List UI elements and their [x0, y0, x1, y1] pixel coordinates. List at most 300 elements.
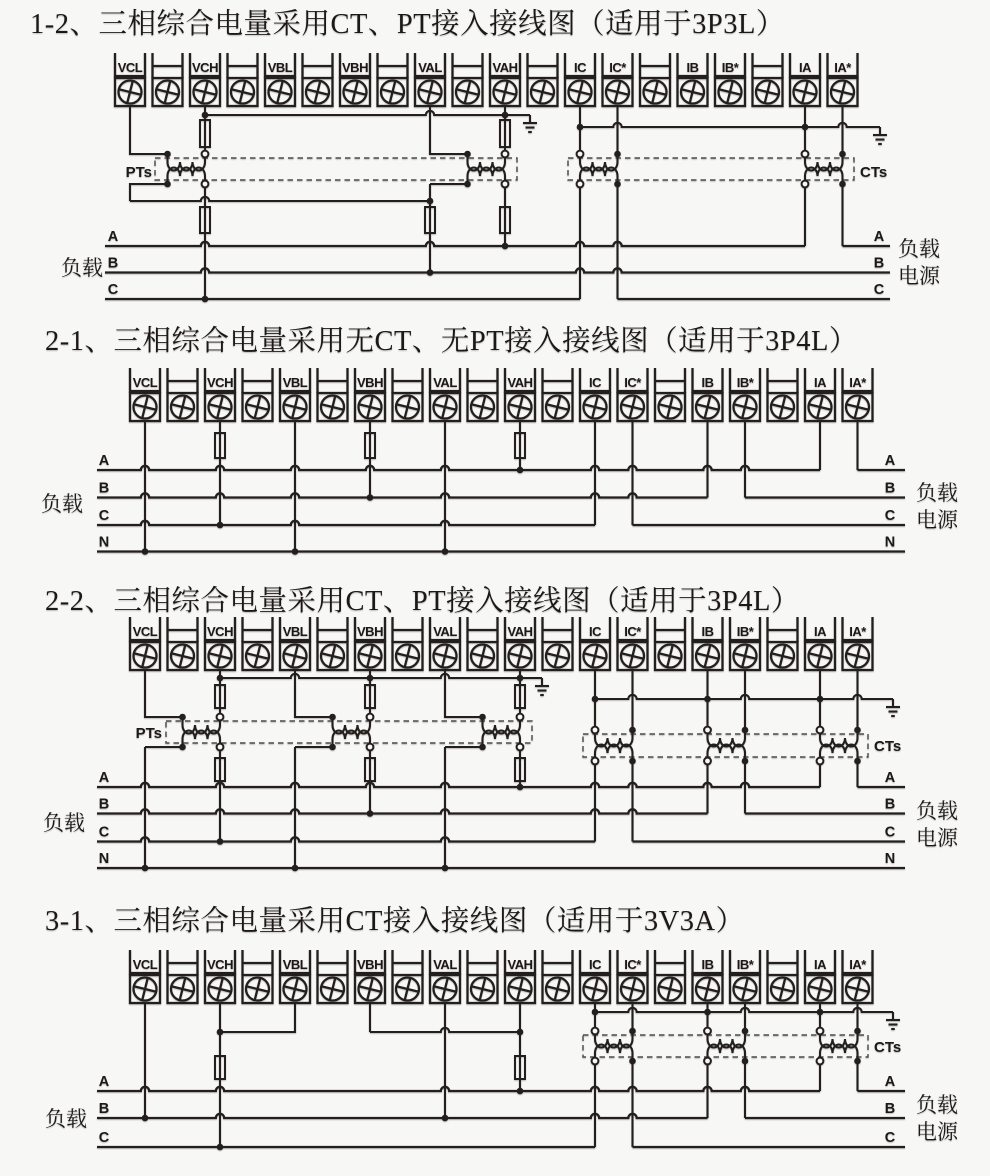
phase-line-A	[97, 466, 820, 470]
terminal-label-VAL: VAL	[433, 375, 457, 390]
terminal-VBL	[280, 617, 310, 670]
terminal-IA*	[843, 368, 873, 421]
terminal-IC*	[618, 950, 648, 1003]
junction-dot	[629, 1058, 636, 1065]
terminal-blank-17	[753, 53, 783, 106]
screw-cross-icon	[229, 78, 257, 106]
phase-label-right-B: B	[884, 480, 896, 497]
terminal-IC*	[618, 617, 648, 670]
winding-terminal	[704, 758, 711, 765]
screw-cross-icon	[656, 393, 684, 421]
terminal-label-VBH: VBH	[357, 375, 383, 390]
terminal-IB	[678, 53, 708, 106]
terminal-VCH	[205, 950, 235, 1003]
junction-dot	[442, 865, 449, 872]
screw-cross-icon	[169, 975, 197, 1003]
screw-cross-icon	[469, 393, 497, 421]
phase-label-right-C: C	[884, 824, 896, 841]
screw-cross-icon	[394, 975, 422, 1003]
terminal-IC	[565, 53, 595, 106]
junction-dot	[592, 696, 599, 703]
junction-dot	[517, 467, 524, 474]
junction-dot	[502, 243, 509, 250]
wire	[430, 106, 468, 154]
screw-cross-icon	[169, 393, 197, 421]
terminal-IC*	[603, 53, 633, 106]
junction-dot	[427, 269, 434, 276]
phase-line-B	[97, 493, 708, 497]
winding-terminal	[592, 727, 599, 734]
phase-line-B	[105, 268, 890, 272]
junction-dot	[742, 758, 749, 765]
ct-group-label: CTs	[874, 738, 902, 755]
terminal-VBL	[265, 53, 295, 106]
screw-cross-icon	[281, 642, 309, 670]
winding	[595, 1045, 633, 1054]
screw-cross-icon	[731, 642, 759, 670]
terminal-blank-17	[768, 368, 798, 421]
terminal-label-VAL: VAL	[418, 60, 442, 75]
screw-cross-icon	[791, 78, 819, 106]
phase-label-right-C: C	[884, 1130, 896, 1146]
winding-terminal	[592, 1028, 599, 1035]
screw-cross-icon	[754, 78, 782, 106]
junction-dot	[577, 124, 584, 131]
pt-group-label: PTs	[135, 725, 162, 742]
junction-dot	[142, 865, 149, 872]
phase-label-left-B: B	[98, 1101, 110, 1117]
terminal-blank-7	[393, 950, 423, 1003]
screw-cross-icon	[131, 975, 159, 1003]
terminal-label-IB: IB	[701, 375, 714, 390]
screw-cross-icon	[394, 642, 422, 670]
winding	[708, 1039, 746, 1048]
phase-label-left-A: A	[98, 453, 110, 469]
junction-dot	[329, 714, 336, 721]
terminal-blank-7	[393, 368, 423, 421]
terminal-IB*	[715, 53, 745, 106]
terminal-VAH	[505, 950, 535, 1003]
terminal-blank-9	[468, 368, 498, 421]
wire	[130, 184, 168, 201]
winding-terminal	[217, 714, 224, 721]
phase-label-left-A: A	[107, 229, 119, 245]
terminal-IB*	[730, 617, 760, 670]
screw-cross-icon	[844, 975, 872, 1003]
terminal-label-IC*: IC*	[624, 375, 641, 390]
terminal-label-IC*: IC*	[624, 957, 641, 972]
winding	[805, 168, 843, 177]
terminal-VBH	[355, 368, 385, 421]
terminal-label-VCH: VCH	[192, 60, 218, 75]
junction-dot	[854, 1028, 861, 1035]
winding-terminal	[802, 151, 809, 158]
winding	[468, 168, 506, 177]
terminal-label-IC: IC	[589, 375, 601, 390]
terminal-VBL	[280, 368, 310, 421]
load-source-label-line2: 电源	[916, 508, 958, 532]
terminal-IC*	[618, 368, 648, 421]
terminal-blank-3	[228, 53, 258, 106]
junction-dot	[217, 675, 224, 682]
screw-cross-icon	[506, 975, 534, 1003]
junction-dot	[217, 1144, 224, 1151]
screw-cross-icon	[656, 642, 684, 670]
load-source-label-line2: 电源	[898, 264, 940, 288]
terminal-label-IB: IB	[701, 957, 714, 972]
terminal-IA*	[828, 53, 858, 106]
screw-cross-icon	[619, 393, 647, 421]
terminal-label-IC: IC	[589, 957, 601, 972]
screw-cross-icon	[244, 642, 272, 670]
junction-dot	[517, 784, 524, 791]
winding-terminal	[367, 714, 374, 721]
phase-label-right-A: A	[884, 1074, 896, 1090]
junction-dot	[614, 151, 621, 158]
terminal-label-VBL: VBL	[267, 60, 293, 75]
screw-cross-icon	[394, 393, 422, 421]
terminal-blank-3	[243, 617, 273, 670]
winding	[183, 731, 221, 740]
terminal-label-VAH: VAH	[492, 60, 518, 75]
terminal-blank-1	[168, 950, 198, 1003]
terminal-IB	[693, 617, 723, 670]
wire	[130, 197, 430, 201]
junction-dot	[854, 1058, 861, 1065]
terminal-blank-7	[393, 617, 423, 670]
junction-dot	[464, 181, 471, 188]
terminal-blank-11	[543, 368, 573, 421]
terminal-label-VCH: VCH	[207, 624, 233, 639]
terminal-label-IB*: IB*	[736, 624, 754, 639]
phase-line-A	[97, 1087, 820, 1091]
terminal-label-IA: IA	[814, 624, 826, 639]
screw-cross-icon	[581, 642, 609, 670]
terminal-blank-11	[543, 617, 573, 670]
screw-cross-icon	[806, 975, 834, 1003]
terminal-blank-17	[768, 617, 798, 670]
terminal-VBH	[355, 617, 385, 670]
phase-label-right-C: C	[873, 282, 885, 298]
terminal-label-IA*: IA*	[849, 375, 866, 390]
screw-cross-icon	[731, 393, 759, 421]
terminal-label-IB*: IB*	[736, 957, 754, 972]
winding	[468, 162, 506, 171]
winding	[483, 731, 521, 740]
screw-cross-icon	[769, 393, 797, 421]
junction-dot	[164, 181, 171, 188]
winding	[333, 725, 371, 734]
terminal-VBH	[340, 53, 370, 106]
screw-cross-icon	[319, 642, 347, 670]
phase-label-right-A: A	[884, 770, 896, 786]
junction-dot	[629, 727, 636, 734]
junction-dot	[329, 744, 336, 751]
terminal-blank-9	[453, 53, 483, 106]
terminal-strip	[130, 617, 873, 670]
junction-dot	[517, 1088, 524, 1095]
terminal-strip	[130, 368, 873, 421]
screw-cross-icon	[619, 642, 647, 670]
junction-dot	[742, 727, 749, 734]
terminal-blank-3	[243, 368, 273, 421]
terminal-label-VCL: VCL	[117, 60, 143, 75]
diagram-2-graphics	[41, 368, 959, 555]
screw-cross-icon	[431, 393, 459, 421]
terminal-label-IA*: IA*	[849, 957, 866, 972]
screw-cross-icon	[191, 78, 219, 106]
phase-label-left-A: A	[98, 1074, 110, 1090]
load-label-left: 负载	[43, 811, 85, 835]
winding	[483, 725, 521, 734]
screw-cross-icon	[206, 975, 234, 1003]
ground-symbol	[886, 699, 900, 716]
screw-cross-icon	[544, 975, 572, 1003]
junction-dot	[629, 758, 636, 765]
phase-label-right-B: B	[884, 796, 896, 813]
terminal-label-IA*: IA*	[849, 624, 866, 639]
junction-dot	[854, 727, 861, 734]
screw-cross-icon	[116, 78, 144, 106]
winding	[820, 1045, 858, 1054]
winding-terminal	[817, 1028, 824, 1035]
winding	[168, 162, 206, 171]
screw-cross-icon	[454, 78, 482, 106]
winding-terminal	[202, 151, 209, 158]
screw-cross-icon	[169, 642, 197, 670]
screw-cross-icon	[829, 78, 857, 106]
winding	[168, 168, 206, 177]
terminal-label-VCL: VCL	[132, 957, 158, 972]
screw-cross-icon	[529, 78, 557, 106]
terminal-VBH	[355, 950, 385, 1003]
terminal-blank-9	[468, 617, 498, 670]
terminal-label-IA: IA	[814, 375, 826, 390]
load-source-label-line2: 电源	[916, 826, 958, 850]
winding-terminal	[367, 744, 374, 751]
screw-cross-icon	[319, 975, 347, 1003]
screw-cross-icon	[806, 642, 834, 670]
phase-label-right-A: A	[873, 229, 885, 245]
junction-dot	[164, 151, 171, 158]
terminal-VCH	[190, 53, 220, 106]
terminal-VAH	[505, 368, 535, 421]
junction-dot	[442, 548, 449, 555]
terminal-label-VBL: VBL	[282, 375, 308, 390]
voltage-bus	[205, 111, 530, 115]
phase-line-B	[97, 1114, 708, 1118]
terminal-blank-3	[243, 950, 273, 1003]
terminal-VAL	[415, 53, 445, 106]
phase-label-left-N: N	[98, 534, 110, 551]
diagram-2-title: 2-1、三相综合电量采用无CT、无PT接入接线图（适用于3P4L）	[45, 326, 858, 357]
phase-label-left-A: A	[98, 770, 110, 786]
phase-line-A	[97, 783, 820, 787]
terminal-label-VBH: VBH	[357, 624, 383, 639]
junction-dot	[292, 548, 299, 555]
screw-cross-icon	[716, 78, 744, 106]
terminal-label-IA: IA	[799, 60, 811, 75]
terminal-blank-14	[655, 617, 685, 670]
ground-symbol	[886, 1012, 900, 1029]
screw-cross-icon	[581, 393, 609, 421]
screw-cross-icon	[244, 975, 272, 1003]
terminal-label-VBH: VBH	[357, 957, 383, 972]
winding-terminal	[817, 758, 824, 765]
junction-dot	[202, 112, 209, 119]
phase-label-right-B: B	[873, 255, 885, 272]
load-label-left: 负载	[41, 492, 83, 516]
junction-dot	[427, 198, 434, 205]
terminal-IC	[580, 617, 610, 670]
phase-line-A	[105, 242, 805, 246]
terminal-blank-5	[318, 617, 348, 670]
screw-cross-icon	[641, 78, 669, 106]
winding-terminal	[202, 181, 209, 188]
terminal-blank-1	[168, 368, 198, 421]
screw-cross-icon	[431, 975, 459, 1003]
junction-dot	[179, 714, 186, 721]
terminal-label-VCL: VCL	[132, 375, 158, 390]
terminal-label-IB*: IB*	[721, 60, 739, 75]
terminal-label-IA: IA	[814, 957, 826, 972]
terminal-IA*	[843, 950, 873, 1003]
terminal-VCL	[130, 617, 160, 670]
phase-label-left-N: N	[98, 851, 110, 867]
junction-dot	[839, 181, 846, 188]
winding	[820, 1039, 858, 1048]
terminal-VCH	[205, 617, 235, 670]
junction-dot	[517, 1029, 524, 1036]
terminal-IB	[693, 950, 723, 1003]
ct-group-label: CTs	[860, 164, 888, 181]
screw-cross-icon	[656, 975, 684, 1003]
terminal-VCH	[205, 368, 235, 421]
screw-cross-icon	[604, 78, 632, 106]
screw-cross-icon	[206, 393, 234, 421]
junction-dot	[817, 696, 824, 703]
winding-terminal	[817, 1058, 824, 1065]
junction-dot	[629, 1028, 636, 1035]
terminal-VAH	[505, 617, 535, 670]
terminal-IB*	[730, 950, 760, 1003]
terminal-strip	[130, 950, 873, 1003]
screw-cross-icon	[544, 642, 572, 670]
screw-cross-icon	[154, 78, 182, 106]
terminal-VCL	[115, 53, 145, 106]
winding-terminal	[704, 1028, 711, 1035]
transformer-group-box	[568, 158, 854, 180]
terminal-blank-5	[318, 368, 348, 421]
junction-dot	[479, 744, 486, 751]
junction-dot	[442, 1115, 449, 1122]
terminal-VAH	[490, 53, 520, 106]
phase-label-right-N: N	[884, 534, 896, 551]
phase-label-right-B: B	[884, 1101, 896, 1117]
screw-cross-icon	[544, 393, 572, 421]
terminal-IB*	[730, 368, 760, 421]
diagram-4-graphics	[45, 950, 959, 1150]
load-source-label-line1: 负载	[898, 237, 940, 261]
screw-cross-icon	[506, 393, 534, 421]
terminal-IA*	[843, 617, 873, 670]
screw-cross-icon	[431, 642, 459, 670]
terminal-label-IB*: IB*	[736, 375, 754, 390]
terminal-IB	[693, 368, 723, 421]
terminal-label-VBH: VBH	[342, 60, 368, 75]
phase-line-C	[97, 521, 595, 525]
terminal-blank-14	[655, 368, 685, 421]
phase-label-right-C: C	[884, 508, 896, 524]
winding-terminal	[577, 181, 584, 188]
junction-dot	[142, 548, 149, 555]
screw-cross-icon	[319, 393, 347, 421]
terminal-label-VCL: VCL	[132, 624, 158, 639]
diagram-4-title: 3-1、三相综合电量采用CT接入接线图（适用于3V3A）	[45, 906, 745, 937]
terminal-blank-11	[543, 950, 573, 1003]
ground-symbol	[873, 127, 887, 144]
junction-dot	[292, 865, 299, 872]
screw-cross-icon	[356, 393, 384, 421]
diagram-3-title: 2-2、三相综合电量采用CT、PT接入接线图（适用于3P4L）	[45, 586, 800, 617]
screw-cross-icon	[619, 975, 647, 1003]
terminal-label-VCH: VCH	[207, 957, 233, 972]
terminal-VAL	[430, 617, 460, 670]
terminal-label-IC*: IC*	[609, 60, 626, 75]
terminal-VAL	[430, 950, 460, 1003]
terminal-blank-14	[640, 53, 670, 106]
phase-label-left-B: B	[98, 480, 110, 497]
terminal-label-VAL: VAL	[433, 957, 457, 972]
phase-label-left-C: C	[98, 824, 110, 841]
wire	[130, 106, 168, 154]
phase-label-left-C: C	[98, 508, 110, 524]
winding	[595, 1039, 633, 1048]
winding-terminal	[217, 744, 224, 751]
junction-dot	[704, 1009, 711, 1016]
phase-label-left-B: B	[98, 796, 110, 813]
junction-dot	[367, 810, 374, 817]
terminal-label-IA*: IA*	[834, 60, 851, 75]
screw-cross-icon	[469, 642, 497, 670]
junction-dot	[367, 494, 374, 501]
screw-cross-icon	[566, 78, 594, 106]
winding-terminal	[517, 744, 524, 751]
phase-label-left-C: C	[107, 282, 119, 298]
screw-cross-icon	[356, 642, 384, 670]
ct-group-label: CTs	[874, 1039, 902, 1056]
winding-terminal	[704, 1058, 711, 1065]
screw-cross-icon	[469, 975, 497, 1003]
terminal-label-IB: IB	[701, 624, 714, 639]
screw-cross-icon	[769, 975, 797, 1003]
load-source-label-line1: 负载	[916, 799, 958, 823]
junction-dot	[217, 522, 224, 529]
screw-cross-icon	[281, 975, 309, 1003]
terminal-VBL	[280, 950, 310, 1003]
junction-dot	[592, 1009, 599, 1016]
phase-label-right-N: N	[884, 851, 896, 867]
ground-symbol	[535, 678, 549, 695]
junction-dot	[817, 1009, 824, 1016]
winding	[183, 725, 221, 734]
junction-dot	[704, 696, 711, 703]
ground-symbol	[523, 115, 537, 132]
winding	[805, 162, 843, 171]
screw-cross-icon	[844, 642, 872, 670]
terminal-label-VBL: VBL	[282, 624, 308, 639]
screw-cross-icon	[206, 642, 234, 670]
